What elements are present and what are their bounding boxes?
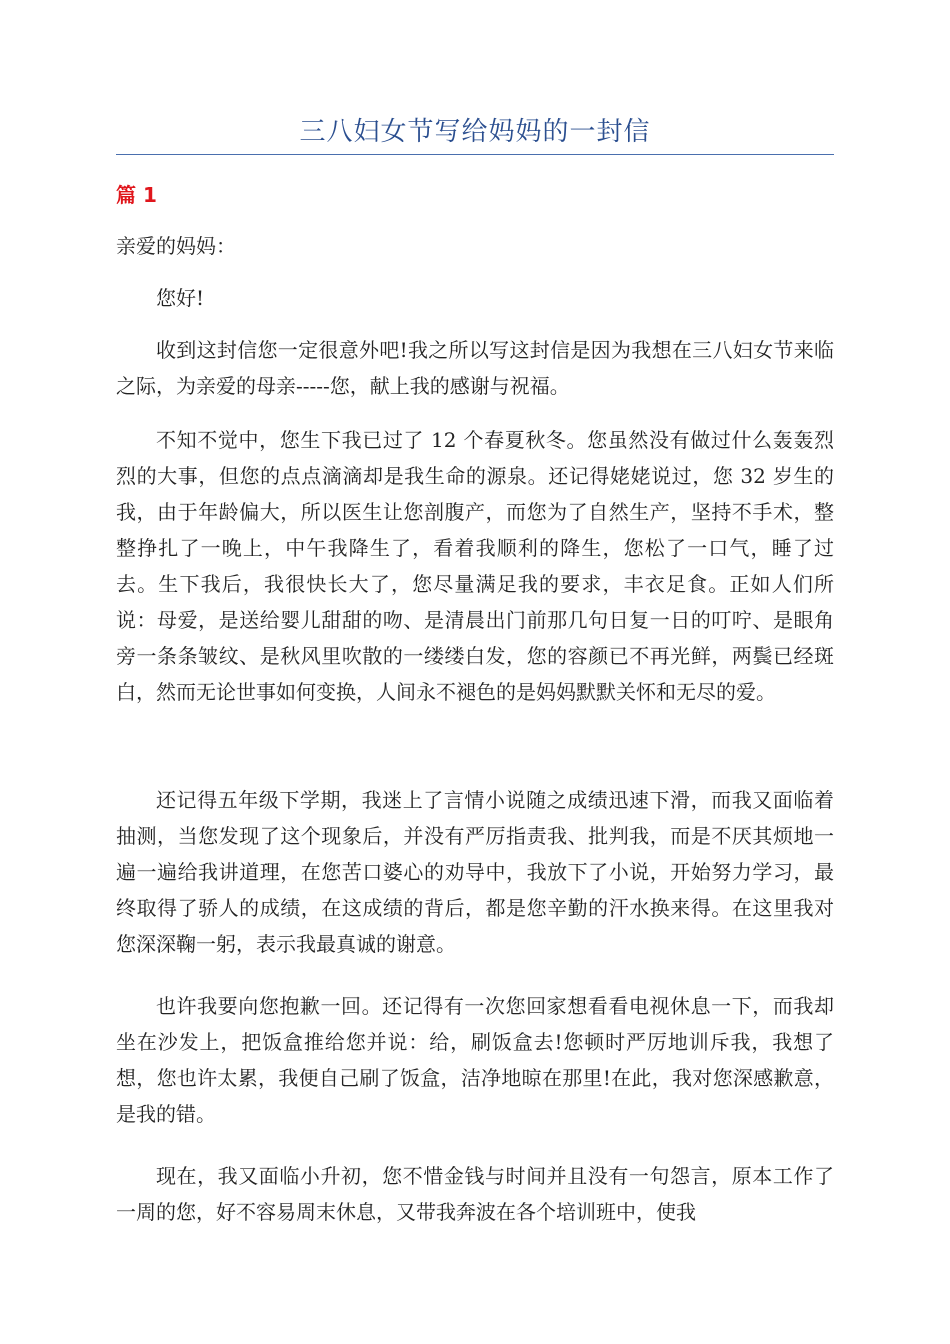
paragraph-1: 收到这封信您一定很意外吧!我之所以写这封信是因为我想在三八妇女节来临之际，为亲爱的母亲-----您，献上我的感谢与祝福。: [116, 338, 834, 398]
paragraph-2: 不知不觉中，您生下我已过了 12 个春夏秋冬。您虽然没有做过什么轰轰烈烈的大事，但您的点点滴滴却是我生命的源泉。还记得姥姥说过，您 32 岁生的我，由于年龄偏大，所以医生让您剖腹产，而您为了自然生产，坚持不手术，整整挣扎了一晚上，中午我降生了，看着我顺利的降生，您松了一口气，睡了过去。生下我后，我很快长大了，您尽量满足我的要求，丰衣足食。正如人们所说：母爱，是送给婴儿甜甜的吻、是清晨出门前那几句日复一日的叮咛、是眼角旁一条条皱纹、是秋风里吹散的一缕缕白发，您的容颜已不再光鲜，两鬓已经斑白，然而无论世事如何变换，人间永不褪色的是妈妈默默关怀和无尽的爱。: [116, 428, 834, 704]
paragraph-5: 现在，我又面临小升初，您不惜金钱与时间并且没有一句怨言，原本工作了一周的您，好不容易周末休息，又带我奔波在各个培训班中，使我: [116, 1164, 834, 1224]
paragraph-3: 还记得五年级下学期，我迷上了言情小说随之成绩迅速下滑，而我又面临着抽测，当您发现了这个现象后，并没有严厉指责我、批判我，而是不厌其烦地一遍一遍给我讲道理，在您苦口婆心的劝导中，我放下了小说，开始努力学习，最终取得了骄人的成绩，在这成绩的背后，都是您辛勤的汗水换来得。在这里我对您深深鞠一躬，表示我最真诚的谢意。: [116, 788, 834, 956]
paragraph-4: 也许我要向您抱歉一回。还记得有一次您回家想看看电视休息一下，而我却坐在沙发上，把饭盒推给您并说：给，刷饭盒去!您顿时严厉地训斥我，我想了想，您也许太累，我便自己刷了饭盒，洁净地晾在那里!在此，我对您深感歉意，是我的错。: [116, 994, 834, 1126]
salutation: 亲爱的妈妈：: [116, 234, 236, 258]
page-title: 三八妇女节写给妈妈的一封信: [299, 117, 651, 147]
greeting: 您好!: [156, 286, 205, 310]
section-heading: 篇 1: [116, 183, 157, 207]
title-divider: [116, 154, 834, 155]
